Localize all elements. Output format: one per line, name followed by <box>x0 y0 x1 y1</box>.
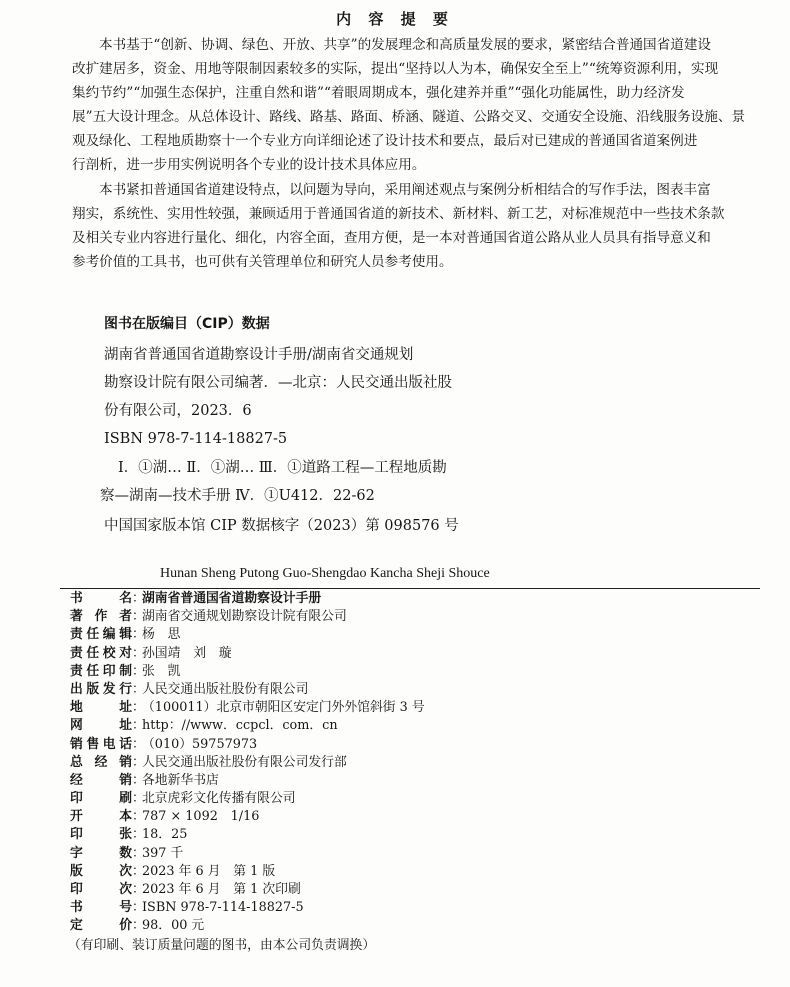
imprint-row <box>70 626 720 644</box>
imprint-colon: ： <box>132 681 145 697</box>
classification-line: 察—湖南—技术手册 Ⅳ．①U412．22-62 <box>100 488 375 504</box>
pinyin-title: Hunan Sheng Putong Guo-Shengdao Kancha Sheji Shouce <box>160 566 490 581</box>
imprint-value: 湖南省普通国省道勘察设计手册 <box>142 591 322 606</box>
imprint-label: 责任印制 <box>70 663 132 679</box>
imprint-value: 杨 思 <box>142 627 181 643</box>
footnote: （有印刷、装订质量问题的图书，由本公司负责调换） <box>68 938 376 953</box>
text-line: 参考价值的工具书，也可供有关管理单位和研究人员参考使用。 <box>72 254 453 270</box>
text-line: 观及绿化、工程地质勘察十一个专业方向详细论述了设计技术和要点，最后对已建成的普通国省道案例进 <box>72 133 698 149</box>
imprint-label: 印次 <box>70 882 132 897</box>
summary-paragraph-1 <box>72 33 746 177</box>
imprint-row <box>70 645 720 663</box>
imprint-label: 总经销 <box>70 754 132 770</box>
imprint-row <box>70 899 720 917</box>
summary-heading: 内 容 提 要 <box>336 10 454 28</box>
imprint-label: 著作者 <box>70 609 132 625</box>
imprint-colon: ： <box>132 591 145 606</box>
imprint-value: 各地新华书店 <box>142 772 219 788</box>
imprint-colon: ： <box>132 845 145 861</box>
imprint-label: 印张 <box>70 827 132 843</box>
imprint-table <box>70 590 720 936</box>
imprint-value: 2023 年 6 月 第 1 次印刷 <box>142 882 301 897</box>
imprint-colon: ： <box>132 700 145 716</box>
text-line: 及相关专业内容进行量化、细化，内容全面，查用方便，是一本对普通国省道公路从业人员具有指导意义和 <box>72 230 711 246</box>
imprint-colon: ： <box>132 736 145 752</box>
summary-paragraph-2 <box>72 178 732 274</box>
imprint-row <box>70 754 720 772</box>
imprint-row <box>70 881 720 899</box>
isbn-line: ISBN 978-7-114-18827-5 <box>104 431 288 447</box>
divider <box>60 588 760 589</box>
imprint-value: 98．00 元 <box>142 918 205 934</box>
text-line: 本书基于“创新、协调、绿色、开放、共享”的发展理念和高质量发展的要求，紧密结合普通国省道建设 <box>99 37 712 53</box>
imprint-colon: ： <box>132 918 145 934</box>
imprint-value: 湖南省交通规划勘察设计院有限公司 <box>142 609 347 625</box>
imprint-colon: ： <box>132 609 145 625</box>
imprint-value: http：//www．ccpcl．com．cn <box>142 718 338 734</box>
imprint-row <box>70 717 720 735</box>
imprint-row <box>70 736 720 754</box>
imprint-label: 销售电话 <box>70 736 132 752</box>
imprint-value: 18．25 <box>142 827 188 843</box>
cip-title: 图书在版编目（CIP）数据 <box>104 316 270 332</box>
imprint-label: 地址 <box>70 700 132 716</box>
imprint-row <box>70 826 720 844</box>
imprint-label: 字数 <box>70 845 132 861</box>
classification-line: Ⅰ．①湖… Ⅱ．①湖… Ⅲ．①道路工程—工程地质勘 <box>118 460 447 476</box>
cip-line: 勘察设计院有限公司编著．—北京：人民交通出版社股 <box>104 375 452 391</box>
imprint-value: 孙国靖 刘 璇 <box>142 645 232 661</box>
text-line: 集约节约”“加强生态保护，注重自然和谐”“着眼周期成本，强化建养并重”“强化功能属性，助力经济发 <box>72 85 685 101</box>
imprint-row <box>70 699 720 717</box>
imprint-value: 张 凯 <box>142 663 181 679</box>
cip-line: 份有限公司，2023．6 <box>104 403 252 419</box>
cip-classification <box>100 454 738 510</box>
imprint-label: 出版发行 <box>70 681 132 697</box>
text-line: 翔实，系统性、实用性较强，兼顾适用于普通国省道的新技术、新材料、新工艺，对标准规范中一些技术条款 <box>72 206 725 222</box>
imprint-colon: ： <box>132 718 145 734</box>
imprint-value: 2023 年 6 月 第 1 版 <box>142 863 276 879</box>
imprint-row <box>70 663 720 681</box>
imprint-colon: ： <box>132 900 145 916</box>
imprint-value: （100011）北京市朝阳区安定门外外馆斜街 3 号 <box>142 700 425 716</box>
text-line: 本书紧扣普通国省道建设特点，以问题为导向，采用阐述观点与案例分析相结合的写作手法，图表丰富 <box>99 182 711 198</box>
imprint-colon: ： <box>132 627 145 643</box>
imprint-colon: ： <box>132 882 145 897</box>
cip-record <box>104 341 724 453</box>
imprint-value: ISBN 978-7-114-18827-5 <box>142 900 304 916</box>
imprint-row <box>70 808 720 826</box>
imprint-colon: ： <box>132 863 145 879</box>
imprint-row <box>70 917 720 935</box>
cip-line: 湖南省普通国省道勘察设计手册/湖南省交通规划 <box>104 347 414 363</box>
imprint-label: 开本 <box>70 809 132 825</box>
imprint-label: 责任校对 <box>70 645 132 661</box>
imprint-value: 787 × 1092 1/16 <box>142 809 260 825</box>
imprint-row <box>70 681 720 699</box>
imprint-colon: ： <box>132 645 145 661</box>
verification-line: 中国国家版本馆 CIP 数据核字（2023）第 098576 号 <box>104 518 459 534</box>
imprint-row <box>70 608 720 626</box>
imprint-label: 印刷 <box>70 791 132 807</box>
imprint-label: 书号 <box>70 900 132 916</box>
imprint-colon: ： <box>132 791 145 807</box>
imprint-colon: ： <box>132 827 145 843</box>
imprint-row <box>70 772 720 790</box>
imprint-colon: ： <box>132 772 145 788</box>
imprint-label: 版次 <box>70 863 132 879</box>
imprint-row <box>70 845 720 863</box>
imprint-label: 书名 <box>70 591 132 606</box>
imprint-label: 责任编辑 <box>70 627 132 643</box>
cip-verification <box>104 512 724 540</box>
imprint-value: 397 千 <box>142 845 184 861</box>
imprint-value: 人民交通出版社股份有限公司 <box>142 681 309 697</box>
imprint-row <box>70 863 720 881</box>
imprint-value: 人民交通出版社股份有限公司发行部 <box>142 754 347 770</box>
imprint-colon: ： <box>132 809 145 825</box>
imprint-label: 网址 <box>70 718 132 734</box>
text-line: 行剖析，进一步用实例说明各个专业的设计技术具体应用。 <box>72 157 426 173</box>
imprint-row <box>70 590 720 608</box>
imprint-colon: ： <box>132 754 145 770</box>
imprint-value: 北京虎彩文化传播有限公司 <box>142 791 296 807</box>
text-line: 改扩建居多，资金、用地等限制因素较多的实际，提出“坚持以人为本，确保安全至上”“统筹资源利用，实现 <box>72 61 719 77</box>
imprint-colon: ： <box>132 663 145 679</box>
imprint-label: 经销 <box>70 772 132 788</box>
imprint-value: （010）59757973 <box>142 736 258 752</box>
imprint-label: 定价 <box>70 918 132 934</box>
imprint-row <box>70 790 720 808</box>
text-line: 展”五大设计理念。从总体设计、路线、路基、路面、桥涵、隧道、公路交叉、交通安全设施、沿线服务设施、景 <box>72 109 746 125</box>
